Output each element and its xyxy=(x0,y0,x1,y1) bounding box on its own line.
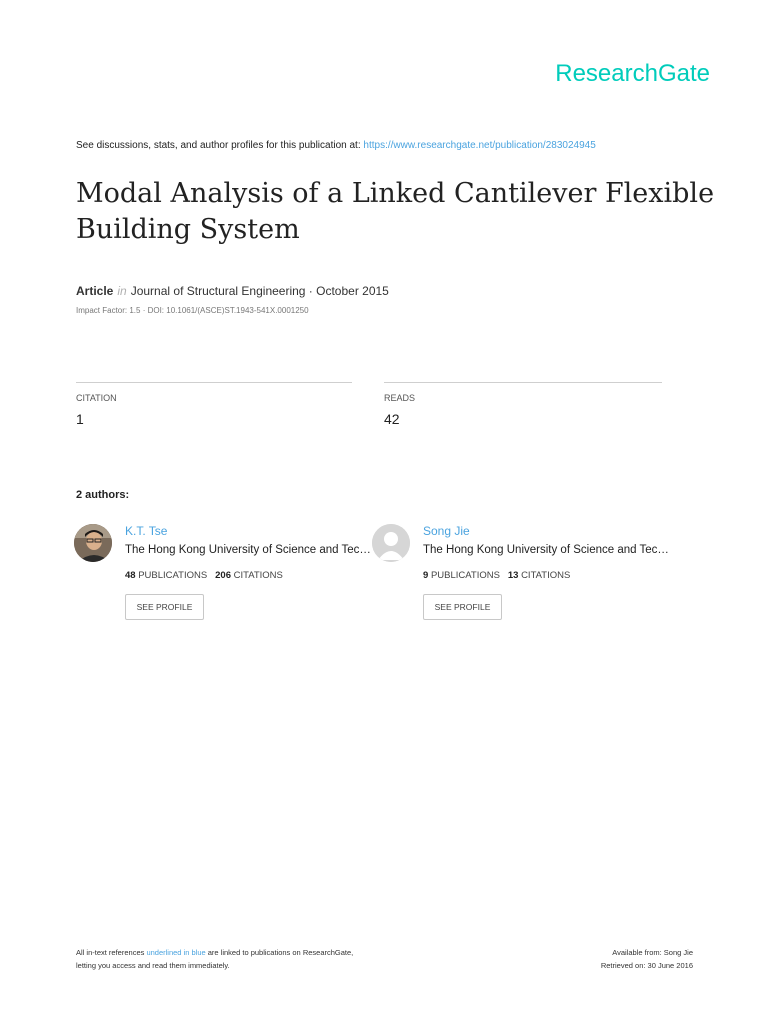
journal-date[interactable]: Journal of Structural Engineering · October 2015 xyxy=(130,284,389,298)
reads-count: 42 xyxy=(384,411,400,427)
author-stats xyxy=(423,570,570,581)
footer-pre: All in-text references xyxy=(76,948,147,957)
see-profile-button[interactable]: SEE PROFILE xyxy=(125,594,204,620)
author-name-link[interactable]: K.T. Tse xyxy=(125,524,168,538)
publication-url-link[interactable]: https://www.researchgate.net/publication/283024945 xyxy=(363,140,596,151)
author-card-kt-tse xyxy=(74,524,112,562)
author-citations-count: 13 xyxy=(507,570,519,581)
available-from: Available from: Song Jie xyxy=(612,948,693,957)
title-line-1: Modal Analysis of a Linked Cantilever Flexible xyxy=(76,178,715,209)
author-citations-count: 206 xyxy=(215,570,231,581)
citation-count: 1 xyxy=(76,411,84,427)
default-avatar-icon xyxy=(372,524,410,562)
author-publications-label: PUBLICATIONS xyxy=(138,570,208,581)
author-publications-count: 48 xyxy=(125,570,136,581)
researchgate-logo[interactable]: ResearchGate xyxy=(555,60,710,87)
author-name-link[interactable]: Song Jie xyxy=(423,524,470,538)
footer-line-1 xyxy=(76,946,353,959)
citation-label: CITATION xyxy=(76,393,117,403)
author-institution[interactable]: The Hong Kong University of Science and Tec… xyxy=(423,544,669,556)
citation-divider xyxy=(76,382,352,383)
title-line-2: Building System xyxy=(76,214,300,245)
author-stats xyxy=(125,570,283,581)
author-institution[interactable]: The Hong Kong University of Science and Tec… xyxy=(125,544,371,556)
author-avatar[interactable] xyxy=(74,524,112,562)
see-profile-button[interactable]: SEE PROFILE xyxy=(423,594,502,620)
author-publications-count: 9 xyxy=(423,570,429,581)
footer-availability xyxy=(601,946,693,972)
retrieved-on: Retrieved on: 30 June 2016 xyxy=(600,961,693,970)
footer-note xyxy=(76,946,353,972)
reads-label: READS xyxy=(384,393,416,403)
publication-type: Article xyxy=(76,284,114,298)
author-publications-label: PUBLICATIONS xyxy=(430,570,500,581)
discussion-text: See discussions, stats, and author profiles for this publication at: xyxy=(76,140,364,151)
reads-divider xyxy=(384,382,662,383)
author-photo-icon xyxy=(74,524,112,562)
footer-post: are linked to publications on ResearchGate, xyxy=(205,948,354,957)
footer-underlined-link[interactable]: underlined in blue xyxy=(146,948,206,957)
footer-line-2: letting you access and read them immediately. xyxy=(76,961,230,970)
author-avatar[interactable] xyxy=(372,524,410,562)
discussion-notice xyxy=(76,140,596,151)
in-word: in xyxy=(117,284,127,298)
author-citations-label: CITATIONS xyxy=(521,570,571,581)
impact-doi: Impact Factor: 1.5 · DOI: 10.1061/(ASCE)ST.1943-541X.0001250 xyxy=(76,306,309,315)
publication-title xyxy=(76,176,716,248)
author-citations-label: CITATIONS xyxy=(233,570,283,581)
publication-meta xyxy=(76,284,389,298)
authors-heading: 2 authors: xyxy=(76,489,130,501)
